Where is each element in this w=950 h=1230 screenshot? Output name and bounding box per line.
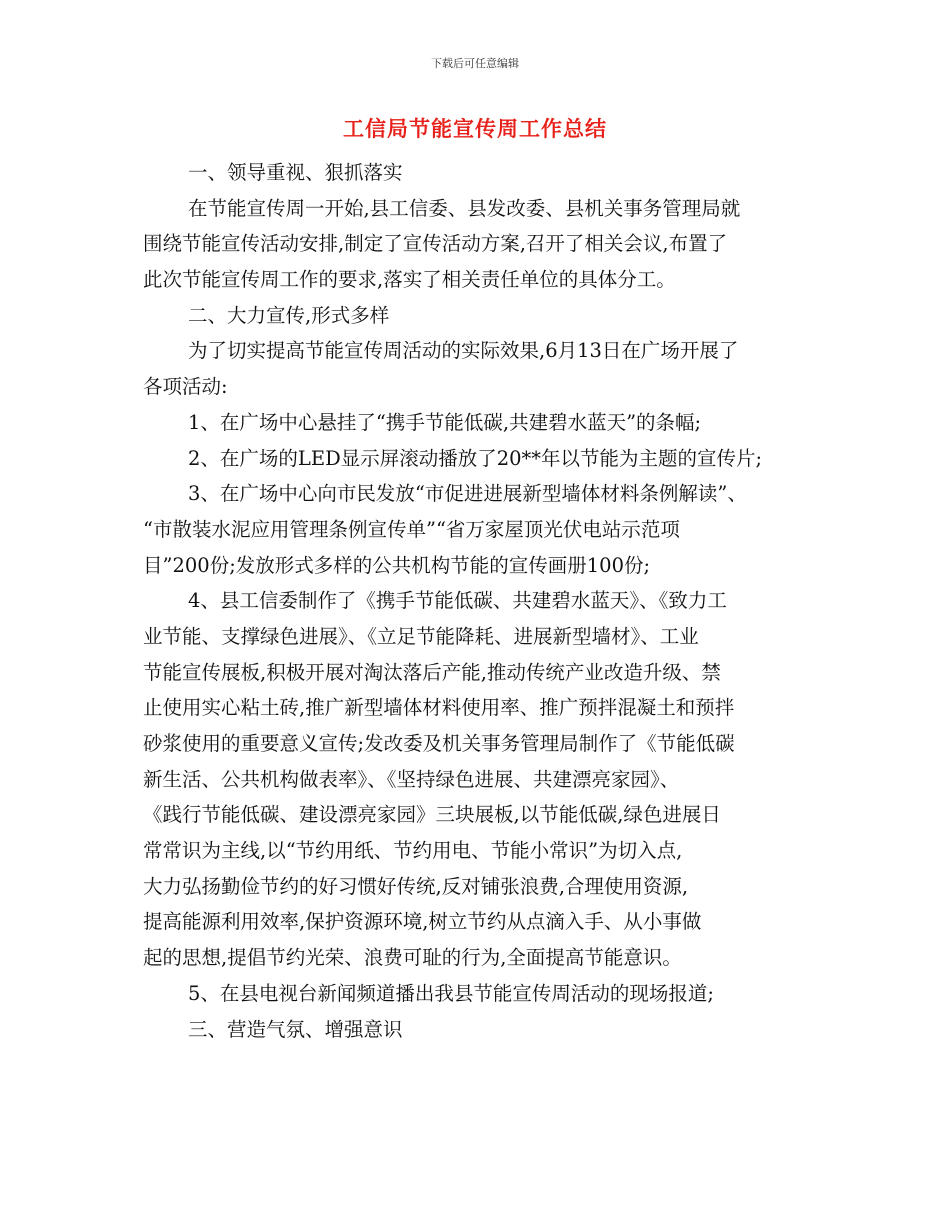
text-line: 一、领导重视、狠抓落实 — [188, 161, 403, 184]
text-line: 《践行节能低碳、建设漂亮家园》三块展板,以节能低碳,绿色进展日 — [143, 803, 721, 827]
text-line: 新生活、公共机构做表率》、《坚持绿色进展、共建漂亮家园》、 — [143, 767, 680, 791]
text-line: 1、在广场中心悬挂了“携手节能低碳,共建碧水蓝天”的条幅; — [188, 410, 702, 434]
document-body — [143, 155, 815, 1047]
text-line: 砂浆使用的重要意义宣传;发改委及机关事务管理局制作了《节能低碳 — [143, 732, 735, 755]
text-line: 此次节能宣传周工作的要求,落实了相关责任单位的具体分工。 — [143, 268, 676, 292]
document-title: 工信局节能宣传周工作总结 — [343, 117, 607, 141]
text-line: 目”200份;发放形式多样的公共机构节能的宣传画册100份; — [143, 553, 651, 577]
header-note: 下载后可任意编辑 — [431, 57, 519, 70]
text-line: 各项活动: — [143, 375, 228, 399]
text-line: 大力弘扬勤俭节约的好习惯好传统,反对铺张浪费,合理使用资源, — [143, 874, 689, 898]
text-line: 4、县工信委制作了《携手节能低碳、共建碧水蓝天》、《致力工 — [188, 589, 727, 613]
text-line: 提高能源利用效率,保护资源环境,树立节约从点滴入手、从小事做 — [143, 910, 702, 934]
text-line: 为了切实提高节能宣传周活动的实际效果,6月13日在广场开展了 — [188, 339, 739, 363]
text-line: 止使用实心粘土砖,推广新型墙体材料使用率、推广预拌混凝土和预拌 — [143, 696, 735, 720]
text-line: 二、大力宣传,形式多样 — [188, 303, 390, 327]
text-line: 节能宣传展板,积极开展对淘汰落后产能,推动传统产业改造升级、禁 — [143, 660, 721, 684]
text-line: 3、在广场中心向市民发放“市促进进展新型墙体材料条例解读”、 — [188, 482, 747, 506]
text-line: 常常识为主线,以“节约用纸、节约用电、节能小常识”为切入点, — [143, 839, 683, 863]
text-line: 三、营造气氛、增强意识 — [188, 1017, 403, 1041]
text-line: 2、在广场的LED显示屏滚动播放了20**年以节能为主题的宣传片; — [188, 446, 763, 470]
text-line: 围绕节能宣传活动安排,制定了宣传活动方案,召开了相关会议,布置了 — [143, 232, 728, 256]
text-line: 起的思想,提倡节约光荣、浪费可耻的行为,全面提高节能意识。 — [143, 946, 682, 970]
text-line: 业节能、支撑绿色进展》、《立足节能降耗、进展新型墙材》、工业 — [143, 624, 699, 648]
text-line: 5、在县电视台新闻频道播出我县节能宣传周活动的现场报道; — [188, 981, 714, 1005]
text-line: 在节能宣传周一开始,县工信委、县发改委、县机关事务管理局就 — [188, 196, 741, 220]
text-line: “市散装水泥应用管理条例宣传单”“省万家屋顶光伏电站示范项 — [143, 517, 680, 541]
